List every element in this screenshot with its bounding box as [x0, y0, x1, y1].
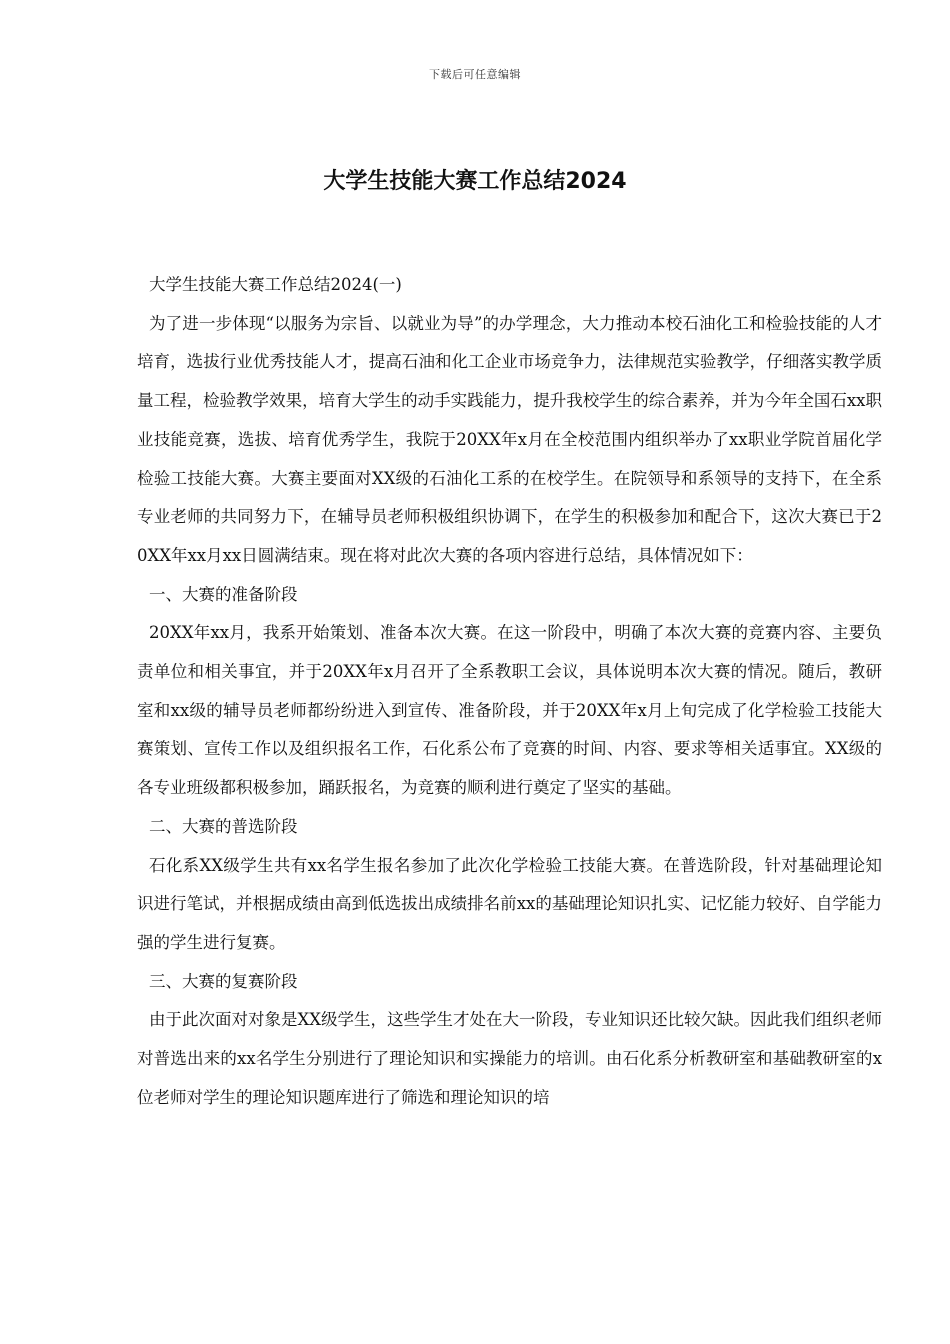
section-heading-semifinal: 三、大赛的复赛阶段	[149, 971, 298, 991]
intro-paragraph: 为了进一步体现“以服务为宗旨、以就业为导”的办学理念，大力推动本校石油化工和检验技能的人才培育，选拔行业优秀技能人才，提高石油和化工企业市场竞争力，法律规范实验教学，仔细落实教学质量工程，检验教学效果，培育大学生的动手实践能力，提升我校学生的综合素养，并为今年全国石xx职业技能竞赛，选拔、培育优秀学生，我院于20XX年x月在全校范围内组织举办了xx职业学院首届化学检验工技能大赛。大赛主要面对XX级的石油化工系的在校学生。在院领导和系领导的支持下，在全系专业老师的共同努力下，在辅导员老师积极组织协调下，在学生的积极参加和配合下，这次大赛已于20XX年xx月xx日圆满结束。现在将对此次大赛的各项内容进行总结，具体情况如下：	[137, 313, 882, 565]
section-heading-preparation: 一、大赛的准备阶段	[149, 584, 298, 604]
semifinal-paragraph: 由于此次面对对象是XX级学生，这些学生才处在大一阶段，专业知识还比较欠缺。因此我们组织老师对普选出来的xx名学生分别进行了理论知识和实操能力的培训。由石化系分析教研室和基础教研室的x位老师对学生的理论知识题库进行了筛选和理论知识的培	[137, 1010, 882, 1107]
preliminary-paragraph: 石化系XX级学生共有xx名学生报名参加了此次化学检验工技能大赛。在普选阶段，针对基础理论知识进行笔试，并根据成绩由高到低选拔出成绩排名前xx的基础理论知识扎实、记忆能力较好、自学能力强的学生进行复赛。	[137, 855, 882, 952]
document-body	[137, 266, 882, 1117]
subtitle-paragraph: 大学生技能大赛工作总结2024(一)	[149, 275, 402, 294]
page-header-note: 下载后可任意编辑	[429, 68, 521, 81]
preparation-paragraph: 20XX年xx月，我系开始策划、准备本次大赛。在这一阶段中，明确了本次大赛的竞赛内容、主要负责单位和相关事宜，并于20XX年x月召开了全系教职工会议，具体说明本次大赛的情况。随后，教研室和xx级的辅导员老师都纷纷进入到宣传、准备阶段，并于20XX年x月上旬完成了化学检验工技能大赛策划、宣传工作以及组织报名工作，石化系公布了竞赛的时间、内容、要求等相关适事宜。XX级的各专业班级都积极参加，踊跃报名，为竞赛的顺利进行奠定了坚实的基础。	[137, 623, 882, 798]
document-title: 大学生技能大赛工作总结2024	[323, 169, 627, 194]
section-heading-preliminary: 二、大赛的普选阶段	[149, 816, 298, 836]
